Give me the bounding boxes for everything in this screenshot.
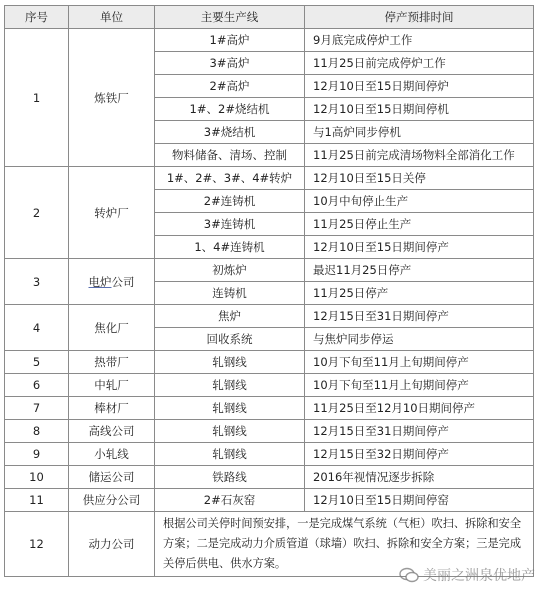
production-line: 焦炉 bbox=[155, 305, 305, 328]
table-row bbox=[5, 420, 534, 443]
watermark-text: 美丽之洲泉优地产 bbox=[423, 568, 535, 584]
shutdown-time: 12月15日至31日期间停产 bbox=[305, 420, 534, 443]
production-line: 3#高炉 bbox=[155, 52, 305, 75]
row-number: 6 bbox=[5, 374, 69, 397]
row-number: 1 bbox=[5, 29, 69, 167]
production-line: 连铸机 bbox=[155, 282, 305, 305]
production-line: 3#烧结机 bbox=[155, 121, 305, 144]
col-header-line: 主要生产线 bbox=[155, 6, 305, 29]
row-number: 5 bbox=[5, 351, 69, 374]
table-row bbox=[5, 167, 534, 190]
col-header-unit: 单位 bbox=[69, 6, 155, 29]
unit-name: 棒材厂 bbox=[69, 397, 155, 420]
unit-name: 储运公司 bbox=[69, 466, 155, 489]
unit-name: 焦化厂 bbox=[69, 305, 155, 351]
unit-name bbox=[69, 259, 155, 305]
wechat-icon bbox=[399, 567, 419, 583]
row-number: 2 bbox=[5, 167, 69, 259]
unit-name: 转炉厂 bbox=[69, 167, 155, 259]
shutdown-time: 12月10日至15日期间停产 bbox=[305, 236, 534, 259]
watermark bbox=[399, 565, 535, 585]
shutdown-time: 12月15日至31日期间停产 bbox=[305, 305, 534, 328]
unit-name: 小轧线 bbox=[69, 443, 155, 466]
table-row bbox=[5, 443, 534, 466]
table-row bbox=[5, 397, 534, 420]
col-header-number: 序号 bbox=[5, 6, 69, 29]
unit-name: 热带厂 bbox=[69, 351, 155, 374]
unit-name: 动力公司 bbox=[69, 512, 155, 577]
shutdown-time: 2016年视情况逐步拆除 bbox=[305, 466, 534, 489]
production-line: 2#连铸机 bbox=[155, 190, 305, 213]
production-line: 铁路线 bbox=[155, 466, 305, 489]
production-line: 1、4#连铸机 bbox=[155, 236, 305, 259]
header-row bbox=[5, 6, 534, 29]
shutdown-time: 12月10日至15日关停 bbox=[305, 167, 534, 190]
shutdown-time: 10月下旬至11月上旬期间停产 bbox=[305, 351, 534, 374]
shutdown-time: 9月底完成停炉工作 bbox=[305, 29, 534, 52]
production-line: 2#石灰窑 bbox=[155, 489, 305, 512]
shutdown-time: 11月25日停止生产 bbox=[305, 213, 534, 236]
shutdown-time: 与焦炉同步停运 bbox=[305, 328, 534, 351]
row-number: 10 bbox=[5, 466, 69, 489]
shutdown-time: 11月25日停产 bbox=[305, 282, 534, 305]
row-number: 7 bbox=[5, 397, 69, 420]
unit-name-rest: 公司 bbox=[111, 274, 135, 289]
shutdown-time: 10月中旬停止生产 bbox=[305, 190, 534, 213]
production-line: 轧钢线 bbox=[155, 351, 305, 374]
table-row bbox=[5, 351, 534, 374]
production-line: 轧钢线 bbox=[155, 397, 305, 420]
col-header-time: 停产预排时间 bbox=[305, 6, 534, 29]
production-line: 1#高炉 bbox=[155, 29, 305, 52]
shutdown-time: 12月10日至15日期间停机 bbox=[305, 98, 534, 121]
row-number: 12 bbox=[5, 512, 69, 577]
shutdown-time: 11月25日至12月10日期间停产 bbox=[305, 397, 534, 420]
shutdown-time: 12月15日至32日期间停产 bbox=[305, 443, 534, 466]
row-number: 4 bbox=[5, 305, 69, 351]
shutdown-note: 根据公司关停时间预安排，一是完成煤气系统（气柜）吹扫、拆除和安全方案；二是完成动力介质管道（球墙）吹扫、拆除和安全方案；三是完成关停后供电、供水方案。 bbox=[155, 512, 534, 577]
production-line: 轧钢线 bbox=[155, 420, 305, 443]
shutdown-schedule-table bbox=[4, 5, 534, 577]
shutdown-time: 最迟11月25日停产 bbox=[305, 259, 534, 282]
row-number: 8 bbox=[5, 420, 69, 443]
unit-name-underlined: 电炉 bbox=[88, 274, 112, 289]
table-row bbox=[5, 466, 534, 489]
shutdown-time: 10月下旬至11月上旬期间停产 bbox=[305, 374, 534, 397]
production-line: 初炼炉 bbox=[155, 259, 305, 282]
shutdown-time: 11月25日前完成清场物料全部消化工作 bbox=[305, 144, 534, 167]
shutdown-time: 与1高炉同步停机 bbox=[305, 121, 534, 144]
table-row bbox=[5, 259, 534, 282]
shutdown-time: 11月25日前完成停炉工作 bbox=[305, 52, 534, 75]
production-line: 2#高炉 bbox=[155, 75, 305, 98]
row-number: 3 bbox=[5, 259, 69, 305]
unit-name: 高线公司 bbox=[69, 420, 155, 443]
row-number: 11 bbox=[5, 489, 69, 512]
production-line: 1#、2#烧结机 bbox=[155, 98, 305, 121]
shutdown-time: 12月10日至15日期间停炉 bbox=[305, 75, 534, 98]
production-line: 轧钢线 bbox=[155, 374, 305, 397]
unit-name: 供应分公司 bbox=[69, 489, 155, 512]
table-row bbox=[5, 374, 534, 397]
unit-name: 中轧厂 bbox=[69, 374, 155, 397]
production-line: 物料储备、清场、控制 bbox=[155, 144, 305, 167]
row-number: 9 bbox=[5, 443, 69, 466]
table-row bbox=[5, 489, 534, 512]
unit-name: 炼铁厂 bbox=[69, 29, 155, 167]
production-line: 回收系统 bbox=[155, 328, 305, 351]
production-line: 3#连铸机 bbox=[155, 213, 305, 236]
table-row bbox=[5, 29, 534, 52]
production-line: 轧钢线 bbox=[155, 443, 305, 466]
table-row bbox=[5, 305, 534, 328]
table-body bbox=[5, 29, 534, 577]
shutdown-time: 12月10日至15日期间停窑 bbox=[305, 489, 534, 512]
production-line: 1#、2#、3#、4#转炉 bbox=[155, 167, 305, 190]
